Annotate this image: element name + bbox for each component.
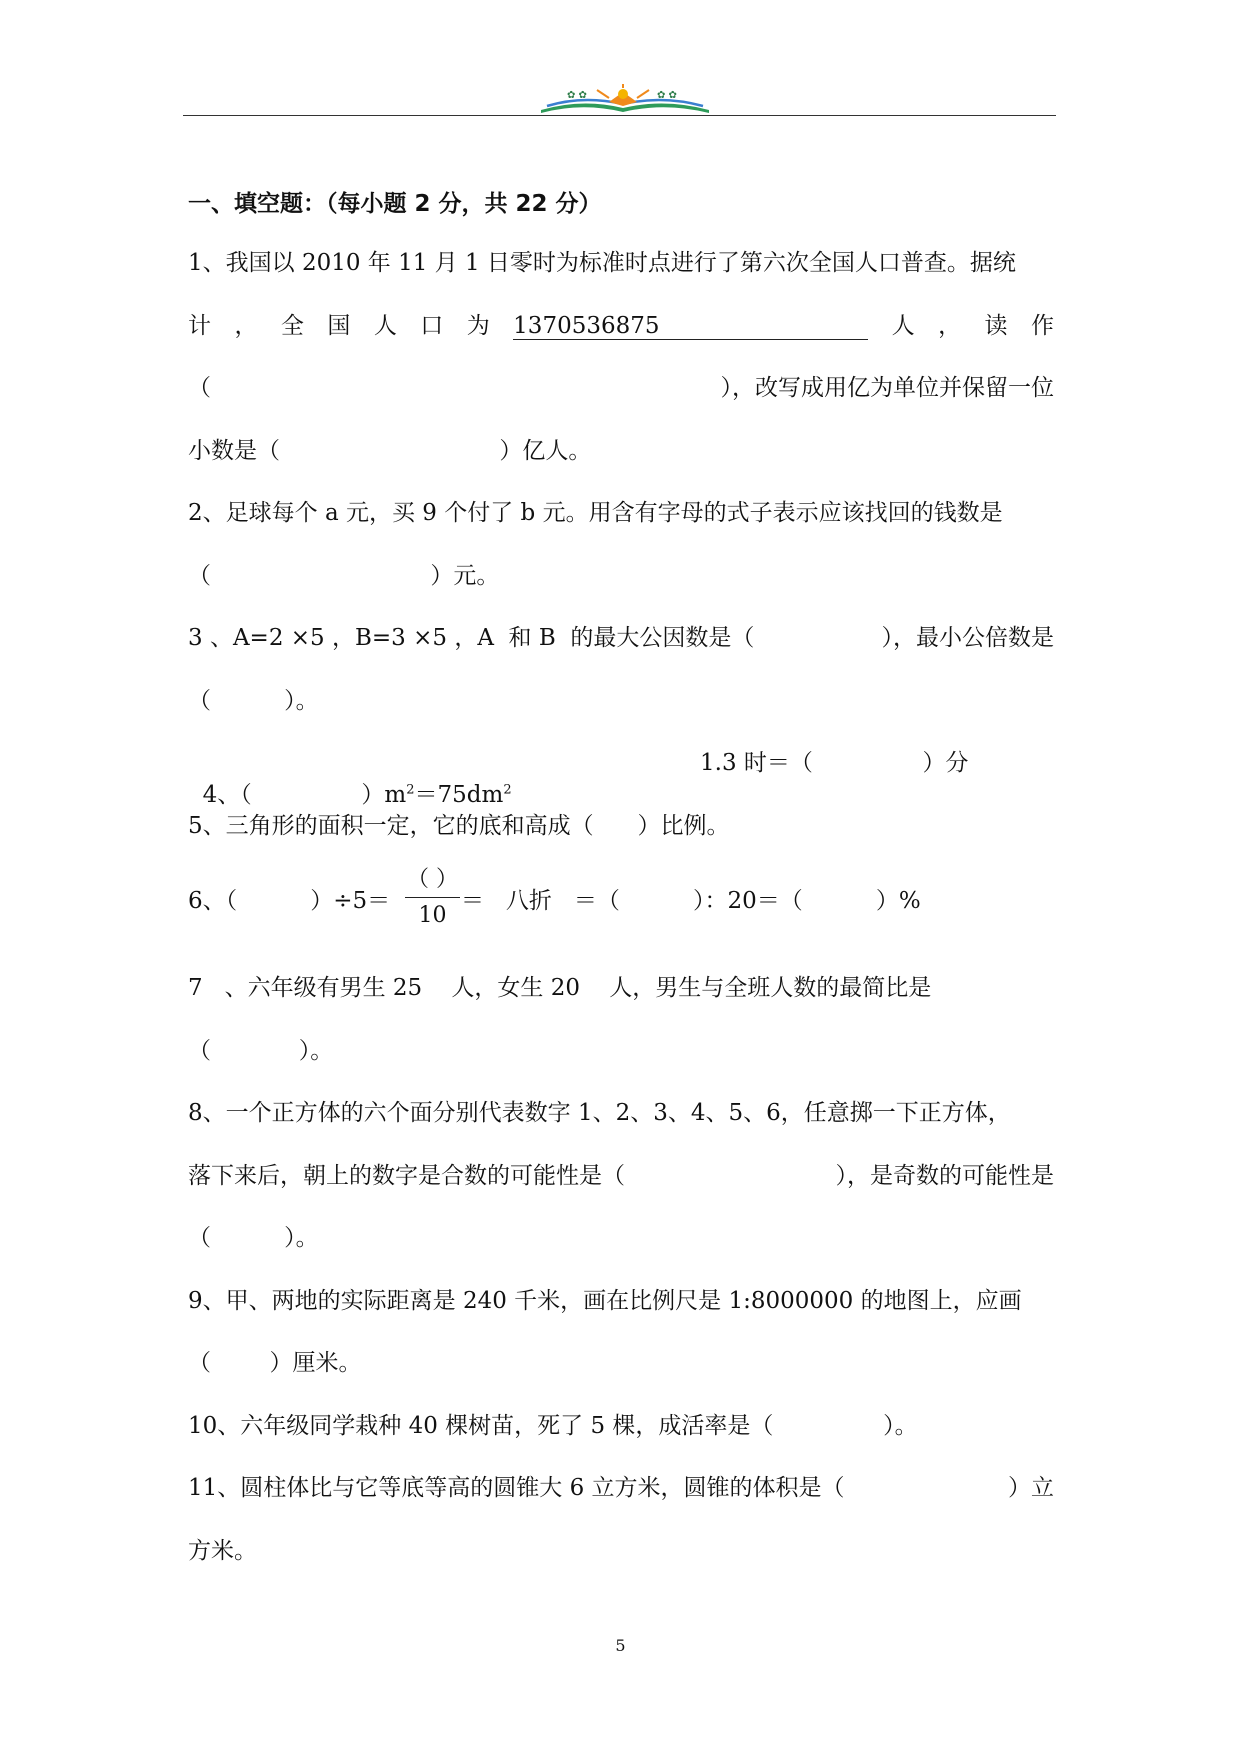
q1-char: ，	[938, 313, 962, 339]
q4-mid: ＝75dm	[414, 782, 504, 808]
question-6-head: 6、（ ）÷5＝	[188, 888, 391, 914]
fraction-denominator: 10	[418, 903, 447, 928]
question-7-line-1: 7 、六年级有男生 25 人，女生 20 人，男生与全班人数的最简比是	[188, 975, 932, 1001]
question-1-line-1: 1、我国以 2010 年 11 月 1 日零时为标准时点进行了第六次全国人口普查。据统	[188, 250, 1016, 276]
question-1-line-2	[188, 310, 1054, 342]
q1-char: 全	[280, 313, 304, 339]
q4-head: 4、（ ）m	[202, 782, 407, 808]
q1-char: 口	[420, 313, 444, 339]
q1-char: 计	[188, 313, 211, 339]
question-6-tail: ＝ 八折 ＝（ ）：20＝（ ）%	[461, 888, 921, 914]
fraction	[405, 865, 460, 930]
q1-line-3-tail: ），改写成用亿为单位并保留一位	[720, 375, 1054, 401]
question-7-line-2: （ ）。	[188, 1038, 334, 1064]
book-sun-logo-icon	[537, 84, 713, 114]
page-number: 5	[615, 1636, 626, 1655]
q1-char: 作	[1030, 313, 1054, 339]
q3-head: 3 、A=2 ×5 ，B=3 ×5 ，A 和 B 的最大公因数是（	[188, 625, 755, 651]
fraction-bar	[405, 897, 460, 898]
question-10: 10、六年级同学栽种 40 棵树苗，死了 5 棵，成活率是（ ）。	[188, 1413, 918, 1439]
q11-head: 11、圆柱体比与它等底等高的圆锥大 6 立方米，圆锥的体积是（	[188, 1475, 845, 1501]
header-rule	[183, 115, 1056, 116]
q1-char: 读	[984, 313, 1008, 339]
q1-char: 人	[373, 313, 397, 339]
question-11-line-2: 方米。	[188, 1538, 257, 1564]
population-number: 1370536875	[513, 313, 868, 340]
question-8-line-2	[188, 1160, 1054, 1192]
question-3-line-1	[188, 622, 1054, 654]
question-9-line-1: 9、甲、两地的实际距离是 240 千米，画在比例尺是 1:8000000 的地图上，应画	[188, 1288, 1022, 1314]
q4-sup-2: 2	[503, 782, 512, 798]
q1-char: ，	[234, 313, 258, 339]
question-1-line-3	[188, 372, 1054, 404]
q11-tail: ）立	[1008, 1475, 1054, 1501]
question-1-line-4: 小数是（ ）亿人。	[188, 438, 592, 464]
question-9-line-2: （ ）厘米。	[188, 1350, 362, 1376]
q8-head: 落下来后，朝上的数字是合数的可能性是（	[188, 1163, 625, 1189]
question-2-line-2: （ ）元。	[188, 563, 500, 589]
question-4-right: 1.3 时＝（ ）分	[700, 750, 969, 776]
question-11-line-1	[188, 1472, 1054, 1504]
q4-sup-1: 2	[406, 782, 415, 798]
question-8-line-3: （ ）。	[188, 1225, 319, 1251]
question-2-line-1: 2、足球每个 a 元，买 9 个付了 b 元。用含有字母的式子表示应该找回的钱数是	[188, 500, 1003, 526]
q1-char: 国	[327, 313, 351, 339]
q3-tail: ），最小公倍数是	[881, 625, 1054, 651]
svg-text:✿ ✿: ✿ ✿	[567, 90, 587, 101]
open-paren: （	[188, 375, 211, 401]
q1-char: 为	[466, 313, 490, 339]
question-5: 5、三角形的面积一定，它的底和高成（ ）比例。	[188, 813, 730, 839]
q1-char: 人	[891, 313, 915, 339]
section-title: 一、填空题：（每小题 2 分，共 22 分）	[188, 191, 602, 217]
fraction-numerator: （ ）	[407, 867, 458, 892]
question-8-line-1: 8、一个正方体的六个面分别代表数字 1、2、3、4、5、6，任意掷一下正方体，	[188, 1100, 1011, 1126]
question-3-line-2: （ ）。	[188, 688, 319, 714]
q8-tail: ），是奇数的可能性是	[835, 1163, 1054, 1189]
svg-text:✿ ✿: ✿ ✿	[657, 90, 677, 101]
